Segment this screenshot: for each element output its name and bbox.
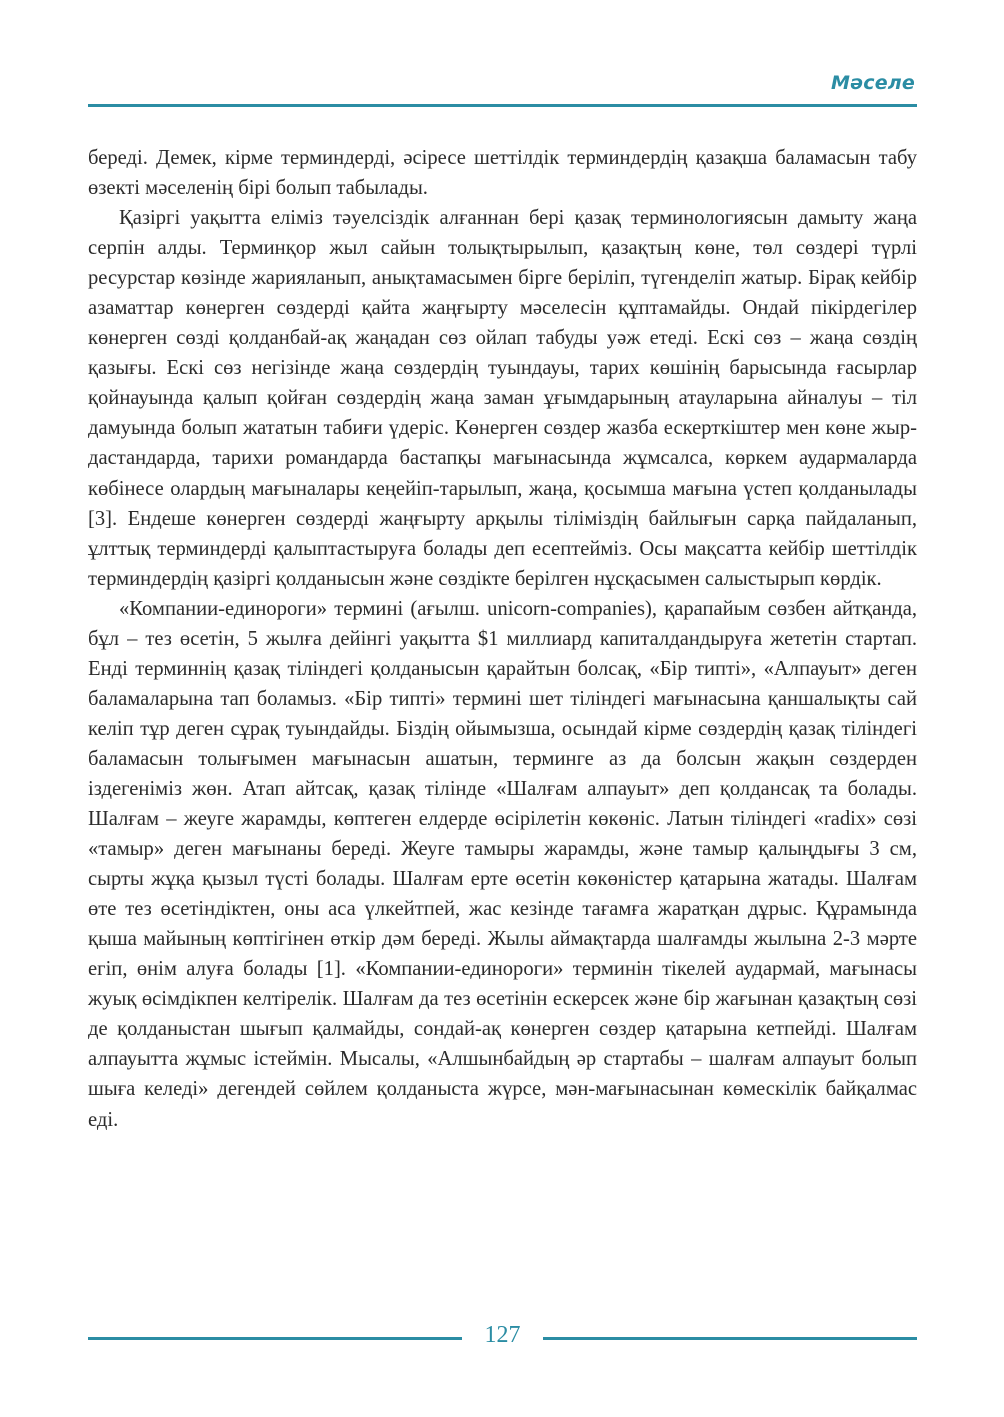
page-number: 127 [484,1322,521,1348]
paragraph-2: Қазіргі уақытта еліміз тәуелсіздік алғаннан бері қазақ терминологиясын дамыту жаңа серпін алды. Терминқор жыл сайын толықтырылып, қазақтың көне, төл сөздері түрлі ресурстар көзінде жарияланып, анықтамасымен бірге беріліп, түгенделіп жатыр. Бірақ кейбір азаматтар көнерген сөздерді қайта жаңғырту мәселесін құптамайды. Ондай пікірдегілер көнерген сөзді қолданбай-ақ жаңадан сөз ойлап табуды уәж етеді. Ескі сөз – жаңа сөздің қазығы. Ескі сөз негізінде жаңа сөздердің туындауы, тарих көшінің барысында ғасырлар қойнауында қалып қойған сөздердің жаңа заман ұғымдарының атауларына айналуы – тіл дамуында болып жататын табиғи үдеріс. Көнерген сөздер жазба ескерткіштер мен көне жыр-дастандарда, тарихи романдарда бастапқы мағынасында жұмсалса, көркем аудармаларда көбінесе олардың мағыналары кеңейіп-тарылып, жаңа, қосымша мағына үстеп қолданылады [3]. Ендеше көнерген сөздерді жаңғырту арқылы тіліміздің байлығын сарқа пайдаланып, ұлттық терминдерді қалыптастыруға болады деп есептейміз. Осы мақсатта кейбір шеттілдік терминдердің қазіргі қолданысын және сөздікте берілген нұсқасымен салыстырып көрдік. [88,207,917,590]
section-title: Мәселе [831,72,915,94]
paragraph-1: береді. Демек, кірме терминдерді, әсіресе шеттілдік терминдердің қазақша баламасын табу өзекті мәселенің бірі болып табылады. [88,147,917,200]
header-divider [88,104,917,107]
footer-divider-left [88,1337,462,1340]
paragraph-3: «Компании-единороги» термині (ағылш. unicorn-companies), қарапайым сөзбен айтқанда, бұл – тез өсетін, 5 жылға дейінгі уақытта $1 миллиард капиталдандыруға жететін стартап. Енді терминнің қазақ тіліндегі қолданысын қарайтын болсақ, «Бір типті», «Алпауыт» деген баламаларына тап боламыз. «Бір типті» термині шет тіліндегі мағынасына қаншалықты сай келіп тұр деген сұрақ туындайды. Біздің ойымызша, осындай кірме сөздердің қазақ тіліндегі баламасын толығымен мағынасын ашатын, терминге аз да болсын жақын сөздерден іздегеніміз жөн. Атап айтсақ, қазақ тілінде «Шалғам алпауыт» деп қолдансақ та болады. Шалғам – жеуге жарамды, көптеген елдерде өсірілетін көкөніс. Латын тіліндегі «radix» сөзі «тамыр» деген мағынаны береді. Жеуге тамыры жарамды, және тамыр қалыңдығы 3 см, сырты жұқа қызыл түсті болады. Шалғам ерте өсетін көкөністер қатарына жатады. Шалғам өте тез өсетіндіктен, оны аса үлкейтпей, жас кезінде тағамға жаратқан дұрыс. Құрамында қыша майының көптігінен өткір дәм береді. Жылы аймақтарда шалғамды жылына 2-3 мәрте егіп, өнім алуға болады [1]. «Компании-единороги» терминін тікелей аудармай, мағынасы жуық өсімдікпен келтірелік. Шалғам да тез өсетінін ескерсек және бір жағынан қазақтың сөзі де қолданыстан шығып қалмайды, сондай-ақ көнерген сөздер қатарына кетпейді. Шалғам алпауытта жұмыс істеймін. Мысалы, «Алшынбайдың әр стартабы – шалғам алпауыт болып шыға келеді» дегендей сөйлем қолданыста жүрсе, мән-мағынасынан көмескілік байқалмас еді. [88,597,917,1131]
body-text [88,143,917,1135]
footer-divider-right [543,1337,917,1340]
